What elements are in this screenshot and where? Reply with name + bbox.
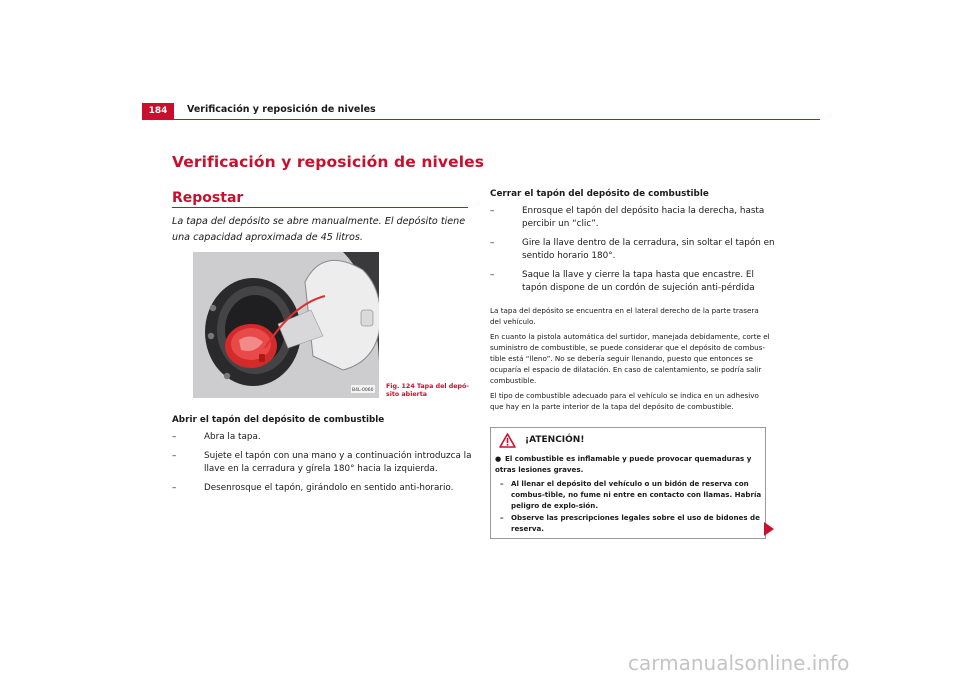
list-item: – Observe las prescripciones legales sobre el uso de bidones de reserva. (500, 513, 760, 533)
fuel-cap-figure (193, 252, 379, 398)
open-cap-steps (172, 431, 472, 501)
note-paragraph: El tipo de combustible adecuado para el vehículo se indica en un adhesivo que hay en la parte interior de la tapa del depósito de combustible. (490, 391, 759, 411)
warning-lead-text: El combustible es inflamable y puede provocar quemaduras y otras lesiones graves. (495, 454, 752, 474)
warning-header (497, 432, 759, 450)
warning-title: ¡ATENCIÓN! (525, 435, 585, 445)
close-cap-heading: Cerrar el tapón del depósito de combustible (490, 189, 709, 199)
section-rule (172, 207, 468, 208)
list-item: – Al llenar el depósito del vehículo o un bidón de reserva con combus-tible, no fume ni entre en contacto con llamas. Habría peligro de explo-sión. (500, 479, 762, 510)
list-item: – Saque la llave y cierre la tapa hasta que encastre. El tapón dispone de un cordón de sujeción anti-pérdida (490, 270, 755, 293)
watermark: carmanualsonline.info (628, 651, 850, 675)
step-text: Enrosque el tapón del depósito hacia la derecha, hasta percibir un “clic”. (522, 206, 765, 229)
list-item: – Desenrosque el tapón, girándolo en sentido anti-horario. (172, 483, 454, 493)
note-paragraph: En cuanto la pistola automática del surtidor, manejada debidamente, corte el suministro de combustible, se puede considerar que el depósito de combus-tible está “lleno”. No se debería seguir llenando, puesto que entonces se ocuparía el espacio de dilatación. En caso de calentamiento, se podría salir combustible. (490, 332, 770, 385)
list-item: – Enrosque el tapón del depósito hacia la derecha, hasta percibir un “clic”. (490, 206, 765, 229)
warning-box (490, 427, 766, 539)
open-cap-heading: Abrir el tapón del depósito de combustible (172, 415, 385, 425)
note-paragraph: La tapa del depósito se encuentra en el lateral derecho de la parte trasera del vehículo. (490, 306, 759, 326)
step-text: Desenrosque el tapón, girándolo en sentido anti-horario. (204, 483, 454, 493)
running-header: Verificación y reposición de niveles (187, 104, 376, 115)
figure-code: B4L-0060 (352, 388, 374, 393)
warning-body (495, 453, 763, 535)
fuel-flap-illustration (193, 252, 379, 398)
next-page-arrow-icon[interactable] (764, 522, 774, 536)
bullet-icon: ● (495, 454, 502, 463)
step-text: Saque la llave y cierre la tapa hasta que encastre. El tapón dispone de un cordón de sujeción anti-pérdida (522, 270, 755, 293)
step-text: Abra la tapa. (204, 432, 261, 442)
list-item: – Gire la llave dentro de la cerradura, sin soltar el tapón en sentido horario 180°. (490, 238, 775, 261)
section-title: Repostar (172, 190, 244, 206)
chapter-title: Verificación y reposición de niveles (172, 153, 485, 171)
list-item: – Sujete el tapón con una mano y a continuación introduzca la llave en la cerradura y gírela 180° hacia la izquierda. (172, 451, 472, 474)
warning-item-text: Observe las prescripciones legales sobre el uso de bidones de reserva. (511, 513, 760, 533)
warning-triangle-icon (499, 433, 516, 448)
section-intro: La tapa del depósito se abre manualmente. El depósito tiene una capacidad aproximada de 45 litros. (172, 216, 466, 243)
page-number: 184 (142, 103, 174, 119)
step-text: Gire la llave dentro de la cerradura, sin soltar el tapón en sentido horario 180°. (522, 238, 775, 261)
list-item: – Abra la tapa. (172, 432, 261, 442)
warning-item-text: Al llenar el depósito del vehículo o un bidón de reserva con combus-tible, no fume ni entre en contacto con llamas. Habría peligro de explo-sión. (511, 479, 762, 510)
notes-block (490, 305, 770, 416)
close-cap-steps (490, 205, 776, 301)
figure-caption: Fig. 124 Tapa del depó-sito abierta (386, 383, 469, 398)
warning-lead (495, 453, 763, 475)
header-rule (142, 119, 820, 120)
step-text: Sujete el tapón con una mano y a continuación introduzca la llave en la cerradura y gírela 180° hacia la izquierda. (204, 451, 472, 474)
